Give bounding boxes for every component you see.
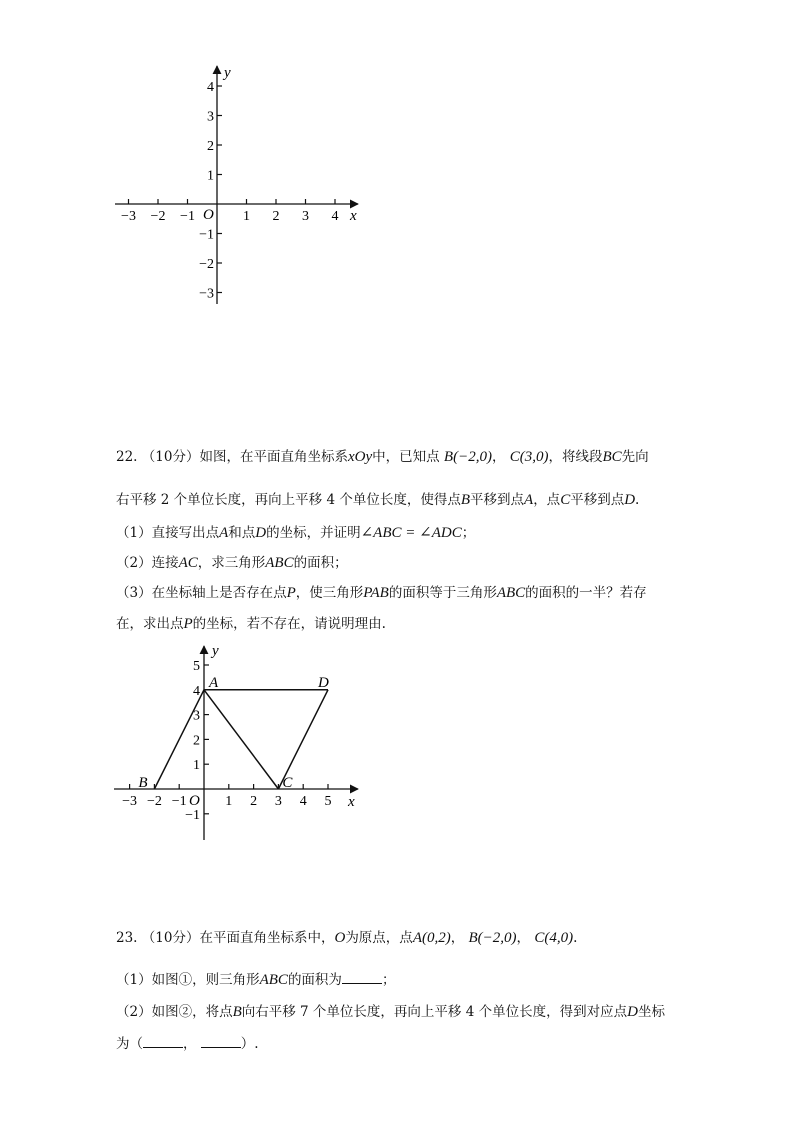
origin-label: O <box>203 207 214 223</box>
segment-ac <box>204 690 278 789</box>
x-tick-label: 5 <box>324 794 332 809</box>
y-tick-label: −2 <box>199 257 214 272</box>
point-b: B(−2,0) <box>468 930 517 946</box>
y-tick-label: −3 <box>199 286 214 302</box>
answer-blank-dy[interactable] <box>201 1035 241 1048</box>
coordinate-plane-empty <box>100 60 380 310</box>
angle-equation: ∠ABC = ∠ADC <box>360 525 462 541</box>
coord-system: xOy <box>347 449 373 465</box>
q23-sub-2: （2）如图②，将点B向右平移 7 个单位长度，再向上平移 4 个单位长度，得到对应点D坐标 <box>116 1004 665 1020</box>
x-tick-label: 2 <box>250 794 258 809</box>
y-tick-label: −1 <box>199 227 214 243</box>
x-axis-label: x <box>350 208 357 224</box>
q22-line-2: 右平移 2 个单位长度，再向上平移 4 个单位长度，使得点B平移到点A，点C平移到点D. <box>116 492 640 508</box>
y-axis-label: y <box>212 643 219 659</box>
q22-sub-1: （1）直接写出点A和点D的坐标，并证明∠ABC = ∠ADC； <box>116 525 476 541</box>
point-b: B(−2,0) <box>443 449 492 465</box>
point-label-c: C <box>282 775 293 791</box>
question-score: （10分） <box>141 930 200 946</box>
q23-sub-2-cont: 为（ ， ）. <box>116 1036 259 1052</box>
point-a: A(0,2) <box>412 930 451 946</box>
x-tick-label: −3 <box>122 794 138 809</box>
y-tick-label: 4 <box>207 80 214 95</box>
x-tick-label: −3 <box>121 209 136 224</box>
point-c: C(4,0) <box>534 930 574 946</box>
y-tick-label: 4 <box>193 683 200 699</box>
x-tick-label: 3 <box>274 794 282 809</box>
point-c: C(3,0) <box>509 449 549 465</box>
q22-sub-2: （2）连接AC，求三角形ABC的面积； <box>116 555 348 571</box>
q23-sub-1: （1）如图①，则三角形ABC的面积为 ； <box>116 972 396 988</box>
y-tick-label: 1 <box>193 758 200 774</box>
answer-blank-dx[interactable] <box>143 1035 183 1048</box>
y-tick-label: 3 <box>207 109 214 125</box>
x-tick-label: −2 <box>146 794 162 809</box>
x-tick-label: −2 <box>150 209 166 224</box>
q23-line-1: 23. （10分）在平面直角坐标系中，O为原点，点A(0,2)， B(−2,0)， C(4,0). <box>116 930 578 946</box>
point-label-b: B <box>138 775 148 791</box>
point-label-d: D <box>318 674 329 691</box>
y-tick-label: 2 <box>207 139 214 154</box>
coordinate-plane-figure <box>100 640 370 845</box>
x-tick-label: 3 <box>302 209 309 224</box>
q22-line-1: 22. （10分）如图，在平面直角坐标系xOy中，已知点 B(−2,0)， C(3,0)，将线段BC先向 <box>116 449 649 465</box>
question-number: 22. <box>116 449 138 465</box>
x-tick-label: 4 <box>331 209 339 224</box>
x-axis-label: x <box>348 794 355 810</box>
y-tick-label: 1 <box>207 168 214 184</box>
y-tick-label: 3 <box>193 708 200 724</box>
y-tick-label: 5 <box>193 659 200 674</box>
x-tick-label: 2 <box>272 209 280 224</box>
x-tick-label: 1 <box>225 794 233 809</box>
point-label-a: A <box>209 674 219 691</box>
x-tick-label: 4 <box>299 794 307 809</box>
question-number: 23. <box>116 930 138 946</box>
y-axis-label: y <box>224 65 231 81</box>
x-tick-label: −1 <box>180 209 195 224</box>
segment-bc: BC <box>602 449 622 465</box>
q22-sub-3: （3）在坐标轴上是否存在点P，使三角形PAB的面积等于三角形ABC的面积的一半？若存 <box>116 585 647 601</box>
y-tick-label: −1 <box>185 807 200 823</box>
question-score: （10分） <box>141 449 200 465</box>
x-tick-label: 1 <box>243 209 250 224</box>
origin-label: O <box>189 793 200 809</box>
x-tick-label: −1 <box>171 794 187 809</box>
answer-blank-area[interactable] <box>342 971 382 984</box>
y-tick-label: 2 <box>193 733 200 749</box>
q22-sub-3-cont: 在，求出点P的坐标，若不存在，请说明理由. <box>116 616 386 632</box>
